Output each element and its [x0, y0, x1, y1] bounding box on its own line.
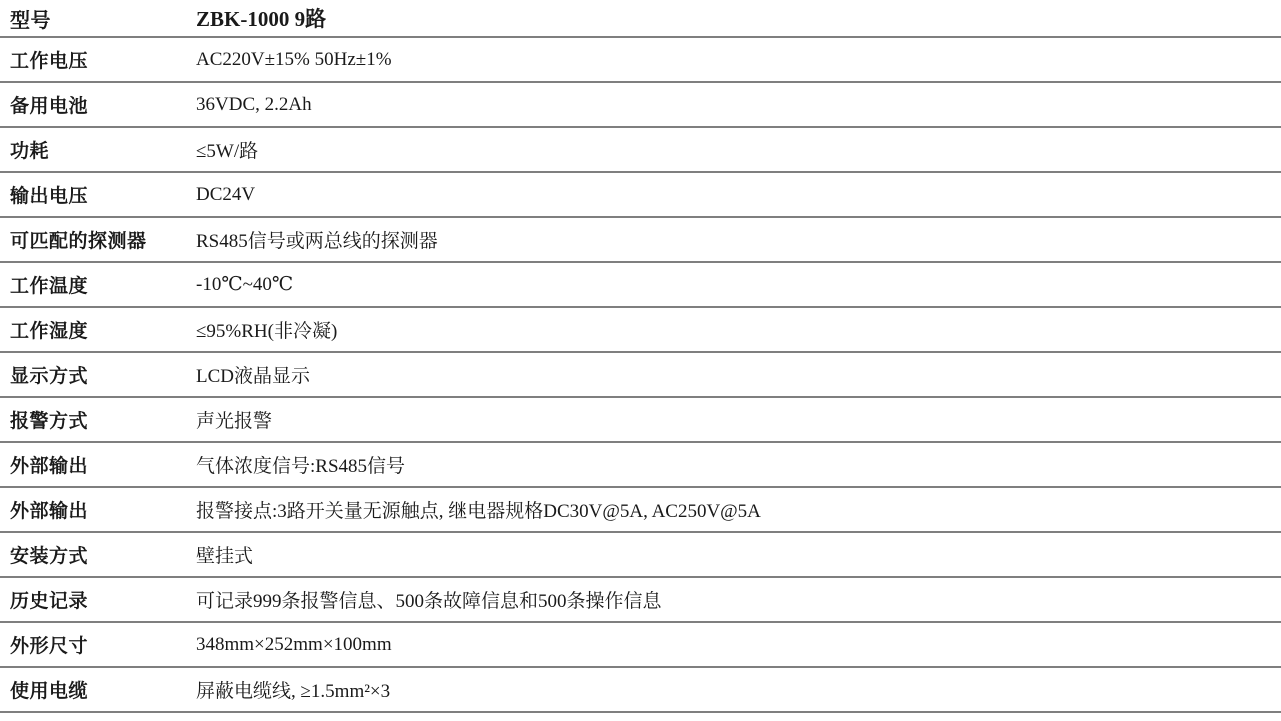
table-row	[0, 83, 1281, 128]
spec-label: 使用电缆	[10, 681, 89, 702]
spec-value: AC220V±15% 50Hz±1%	[196, 48, 392, 70]
spec-value: ≤5W/路	[196, 141, 259, 162]
table-row	[0, 0, 1281, 38]
spec-value: 报警接点:3路开关量无源触点, 继电器规格DC30V@5A, AC250V@5A	[196, 501, 761, 522]
table-row	[0, 38, 1281, 83]
spec-label: 外部输出	[10, 456, 89, 477]
spec-label: 型号	[10, 9, 51, 32]
spec-value: ZBK-1000 9路	[196, 7, 327, 31]
table-row	[0, 443, 1281, 488]
spec-label: 外部输出	[10, 501, 89, 522]
spec-label: 工作温度	[10, 276, 89, 297]
spec-label: 工作湿度	[10, 321, 89, 342]
spec-value: -10℃~40℃	[196, 274, 294, 295]
spec-label: 历史记录	[10, 591, 89, 612]
spec-value: 气体浓度信号:RS485信号	[196, 456, 406, 477]
table-row	[0, 668, 1281, 713]
table-row	[0, 398, 1281, 443]
table-row	[0, 218, 1281, 263]
spec-label: 可匹配的探测器	[10, 231, 147, 252]
spec-value: 壁挂式	[196, 546, 254, 567]
spec-value: 36VDC, 2.2Ah	[196, 93, 312, 115]
spec-value: 348mm×252mm×100mm	[196, 633, 392, 655]
table-row	[0, 623, 1281, 668]
spec-value: 可记录999条报警信息、500条故障信息和500条操作信息	[196, 591, 662, 612]
table-row	[0, 533, 1281, 578]
spec-value: DC24V	[196, 183, 256, 205]
spec-label: 显示方式	[10, 366, 89, 387]
spec-label: 功耗	[10, 141, 50, 162]
table-row	[0, 308, 1281, 353]
spec-value: ≤95%RH(非冷凝)	[196, 321, 338, 342]
table-row	[0, 353, 1281, 398]
spec-label: 备用电池	[10, 96, 89, 117]
table-row	[0, 263, 1281, 308]
spec-label: 报警方式	[10, 411, 89, 432]
table-row	[0, 488, 1281, 533]
spec-label: 安装方式	[10, 546, 89, 567]
spec-value: LCD液晶显示	[196, 366, 311, 387]
spec-value: 声光报警	[196, 411, 273, 432]
spec-value: 屏蔽电缆线, ≥1.5mm²×3	[196, 681, 391, 702]
table-row	[0, 173, 1281, 218]
spec-value: RS485信号或两总线的探测器	[196, 231, 438, 252]
table-row	[0, 578, 1281, 623]
spec-label: 工作电压	[10, 51, 89, 72]
table-row	[0, 128, 1281, 173]
spec-label: 输出电压	[10, 186, 89, 207]
spec-label: 外形尺寸	[10, 636, 89, 657]
